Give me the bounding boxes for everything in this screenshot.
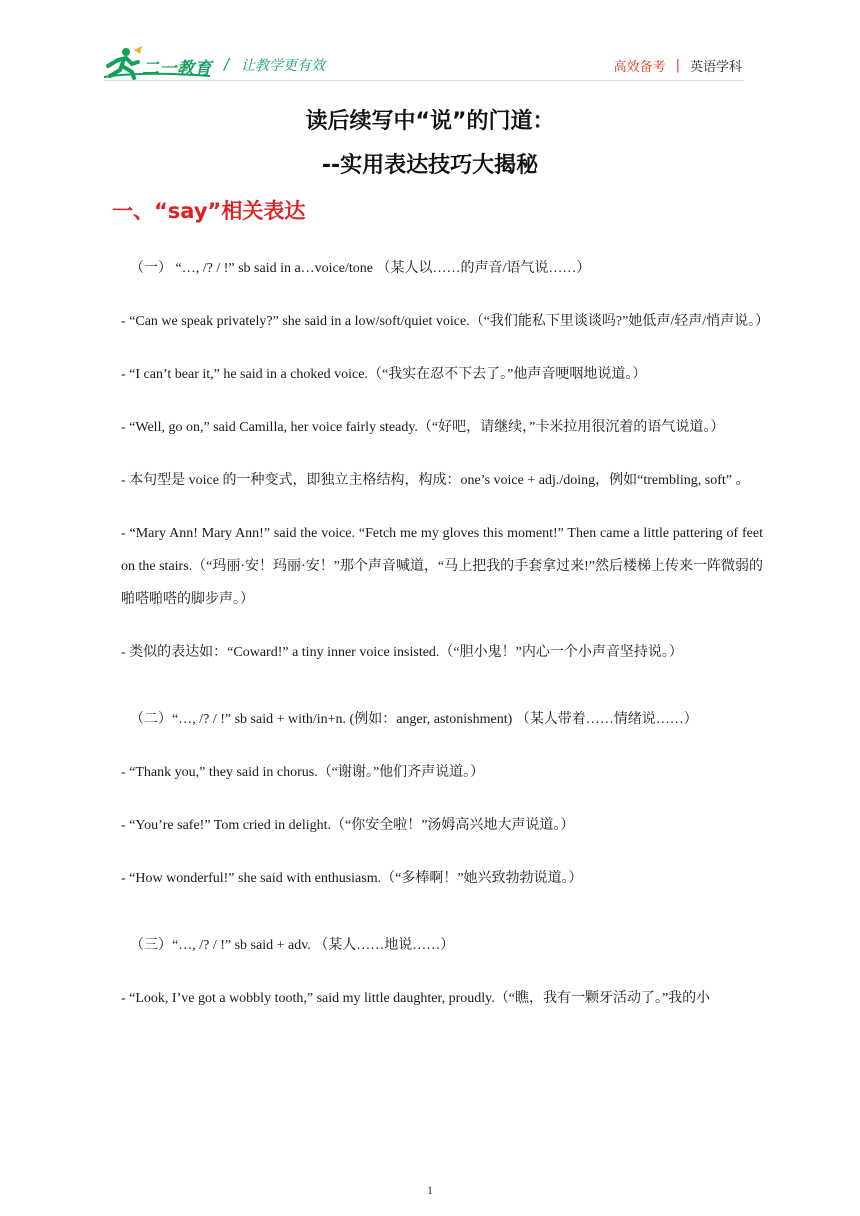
header-divider <box>104 80 744 81</box>
paragraph: - “Look, I’ve got a wobbly tooth,” said my little daughter, proudly.（“瞧，我有一颗牙活动了。”我的小 <box>121 991 711 1006</box>
slogan-slash: / <box>224 55 230 73</box>
header-separator: | <box>675 58 680 73</box>
paragraph: - “I can’t bear it,” he said in a choked voice.（“我实在忍不下去了。”他声音哽咽地说道。） <box>121 367 647 382</box>
header-subject <box>614 56 742 75</box>
paragraph: - “Well, go on,” said Camilla, her voice fairly steady.（“好吧，请继续，”卡米拉用很沉着的语气说道。） <box>121 420 725 435</box>
paragraph: - “Thank you,” they said in chorus.（“谢谢。”他们齐声说道。） <box>121 765 485 780</box>
page-number: 1 <box>427 1183 433 1197</box>
slogan: 让教学更有效 <box>241 58 325 74</box>
document-title: 读后续写中“说”的门道： <box>305 109 555 134</box>
subheading: （一） “…, /? / !” sb said in a…voice/tone （某人以……的声音/语气说……） <box>130 261 591 276</box>
header-tag: 高效备考 <box>613 60 666 75</box>
section-heading: 一、“say”相关表达 <box>112 199 306 223</box>
subheading: （三）“…, /? / !” sb said + adv. （某人……地说……） <box>130 938 455 953</box>
paragraph: - “Mary Ann! Mary Ann!” said the voice. “Fetch me my gloves this moment!” Then came a little pattering of feet on the stairs.（“玛丽·安！玛丽·安！”那个声音喊道，“马上把我的手套拿过来!”然后楼梯上传来一阵微弱的啪嗒啪嗒的脚步声。） <box>121 526 763 607</box>
document-subtitle: --实用表达技巧大揭秘 <box>321 153 539 178</box>
logo-text: 二一教育 <box>142 59 212 79</box>
paragraph: - 本句型是 voice 的一种变式，即独立主格结构，构成：one’s voice + adj./doing，例如“trembling, soft” 。 <box>121 473 750 488</box>
paragraph: - “You’re safe!” Tom cried in delight.（“你安全啦！”汤姆高兴地大声说道。） <box>121 818 575 833</box>
page-header <box>0 0 860 90</box>
subheading: （二）“…, /? / !” sb said + with/in+n. (例如：anger, astonishment) （某人带着……情绪说……） <box>130 712 698 727</box>
paragraph: - “How wonderful!” she said with enthusiasm.（“多棒啊！”她兴致勃勃说道。） <box>121 871 583 886</box>
paragraph: - “Can we speak privately?” she said in a low/soft/quiet voice.（“我们能私下里谈谈吗?”她低声/轻声/悄声说。） <box>121 314 770 329</box>
paragraph: - 类似的表达如：“Coward!” a tiny inner voice insisted.（“胆小鬼！”内心一个小声音坚持说。） <box>121 645 683 660</box>
document-body <box>121 252 770 1015</box>
header-subject-label: 英语学科 <box>689 60 742 75</box>
